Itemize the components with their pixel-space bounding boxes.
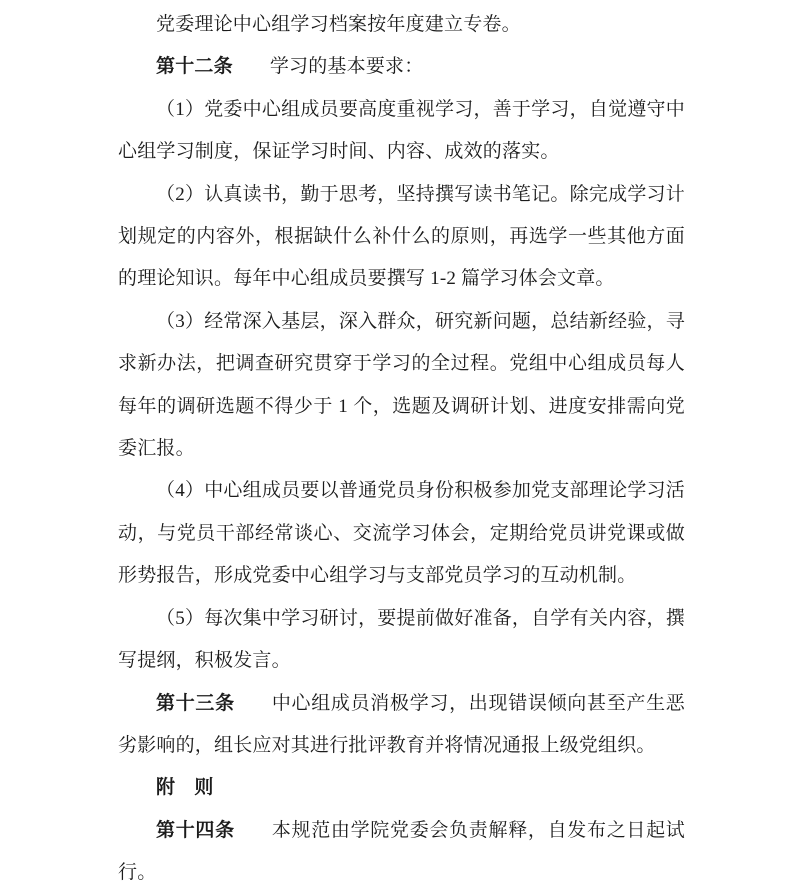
article-12 [118, 46, 685, 88]
requirement-item-3-text: （3）经常深入基层，深入群众，研究新问题，总结新经验，寻求新办法，把调查研究贯穿于学习的全过程。党组中心组成员每人每年的调研选题不得少于 1 个，选题及调研计划、进度安排需向党委汇报。 [118, 310, 685, 460]
requirement-item-3 [118, 301, 685, 471]
requirement-item-5-text: （5）每次集中学习研讨，要提前做好准备，自学有关内容，撰写提纲，积极发言。 [118, 607, 685, 672]
article-12-text: 学习的基本要求： [269, 56, 424, 78]
article-14-number: 第十四条 [156, 819, 235, 841]
article-13-number: 第十三条 [156, 692, 235, 714]
article-13-text: 中心组成员消极学习，出现错误倾向甚至产生恶劣影响的，组长应对其进行批评教育并将情况通报上级党组织。 [118, 692, 686, 756]
requirement-item-4 [118, 470, 685, 597]
requirement-item-1 [118, 89, 685, 174]
article-13 [118, 683, 685, 768]
requirement-item-2-text: （2）认真读书，勤于思考，坚持撰写读书笔记。除完成学习计划规定的内容外，根据缺什么补什么的原则，再选学一些其他方面的理论知识。每年中心组成员要撰写 1-2 篇学习体会文章。 [118, 183, 685, 290]
appendix-heading [118, 767, 685, 809]
document-page [118, 4, 685, 895]
paragraph-archive-note [118, 4, 685, 46]
requirement-item-5 [118, 598, 685, 683]
article-14-text: 本规范由学院党委会负责解释，自发布之日起试行。 [118, 819, 686, 884]
appendix-heading-text: 附 则 [156, 777, 214, 799]
requirement-item-2 [118, 174, 685, 301]
article-14 [118, 810, 685, 895]
requirement-item-1-text: （1）党委中心组成员要高度重视学习，善于学习，自觉遵守中心组学习制度，保证学习时间、内容、成效的落实。 [118, 98, 685, 163]
requirement-item-4-text: （4）中心组成员要以普通党员身份积极参加党支部理论学习活动，与党员干部经常谈心、交流学习体会，定期给党员讲党课或做形势报告，形成党委中心组学习与支部党员学习的互动机制。 [118, 480, 685, 587]
article-12-number: 第十二条 [156, 56, 233, 78]
paragraph-archive-note-text: 党委理论中心组学习档案按年度建立专卷。 [156, 14, 521, 35]
